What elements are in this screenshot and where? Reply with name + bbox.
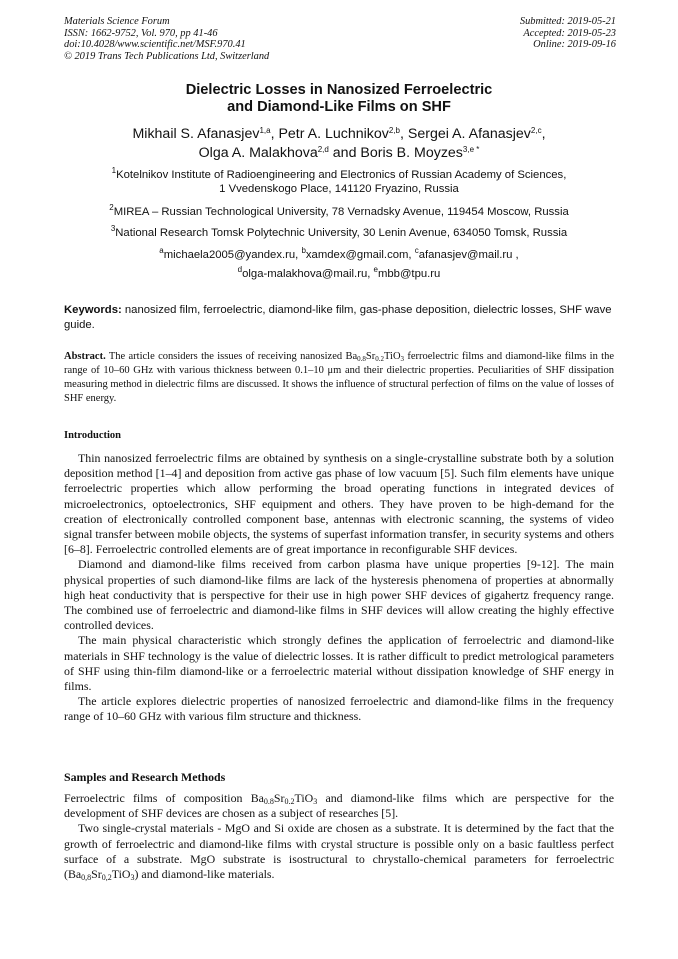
author-line-2 [0, 144, 678, 163]
author-affil-mark: 2,c [530, 126, 542, 135]
paragraph: The article explores dielectric properties of nanosized ferroelectric and diamond-like films in the frequency range of 10–60 GHz with various film structure and thickness. [64, 694, 614, 724]
keywords-text: nanosized film, ferroelectric, diamond-like film, gas-phase deposition, dielectric losses, SHF wave guide. [64, 304, 612, 331]
formula-part: TiO [111, 867, 131, 882]
journal-header-right [520, 16, 616, 51]
email-mark: a [159, 246, 164, 255]
formula-part: Sr [365, 351, 376, 362]
section-heading-samples: Samples and Research Methods [64, 770, 226, 784]
abstract-text: ferroelectric films and diamond-like films in the range of 10–60 GHz with various thickness between 0.1–10 μm and their dielectric properties. Peculiarities of SHF dissipation measuring method in dielectric films are discussed. It shows the influence of structural perfection of films on the value of losses of SHF energy. [64, 351, 614, 404]
keywords-label: Keywords: [64, 304, 122, 316]
affil-address: 1 Vvedenskogo Place, 141120 Fryazino, Russia [219, 183, 459, 196]
email-mark: d [237, 265, 243, 275]
formula-part: Sr [273, 791, 285, 805]
formula-part: TiO [383, 351, 401, 362]
paper-title [0, 82, 678, 116]
accepted-date: Accepted: 2019-05-23 [523, 27, 616, 39]
email-link[interactable]: michaela2005@yandex.ru, [163, 249, 302, 261]
paragraph-text: ) and diamond-like materials. [134, 867, 275, 882]
abstract-text: The article considers the issues of receiving nanosized Ba [105, 351, 358, 362]
submitted-date: Submitted: 2019-05-21 [519, 16, 616, 27]
author-name: , Sergei A. Afanasjev [399, 126, 531, 142]
formula-subscript: 0.2 [284, 797, 295, 806]
email-link[interactable]: afanasjev@mail.ru , [418, 249, 519, 261]
email-mark: c [414, 246, 419, 255]
author-name: Olga A. Malakhova [198, 144, 318, 161]
paragraph [64, 791, 614, 821]
paragraph-text: Ferroelectric films of composition Ba [64, 791, 264, 805]
email-link[interactable]: xamdex@gmail.com, [305, 249, 415, 261]
formula-subscript: 0.8 [357, 355, 366, 363]
author-line-1: Mikhail S. Afanasjev$^{1,a}$, Petr A. Luchnikov$^{2,b}$, Sergei A. Afanasjev$^{2,c}$, [132, 126, 546, 142]
author-affil-mark: 1,a [259, 126, 271, 135]
affil-mark: 2 [109, 203, 114, 212]
paragraph [64, 821, 614, 882]
author-affil-mark: 2,b [388, 126, 400, 135]
affil-text: MIREA – Russian Technological University, 78 Vernadsky Avenue, 119454 Moscow, Russia [113, 206, 569, 218]
formula-subscript: 0,2 [101, 873, 112, 883]
paragraph-text: Two single-crystal materials - MgO and Si oxide are chosen as a substrate. It is determined by the fact that the growth of ferroelectric and diamond-like films with crystal structure is possible only on a basic faultless perfect surface of a substrate. MgO substrate is isostructural to chrystallo-chemical parameters for ferroelectric (Ba [64, 821, 614, 882]
email-mark: e [373, 265, 378, 275]
journal-issn: ISSN: 1662-9752, Vol. 970, pp 41-46 [64, 27, 218, 39]
formula-subscript: 0,8 [81, 873, 92, 883]
formula-subscript: 0.2 [375, 355, 384, 363]
author-name: and Boris B. Moyzes [328, 144, 463, 161]
affil-text: National Research Tomsk Polytechnic University, 30 Lenin Avenue, 634050 Tomsk, Russia [115, 227, 568, 239]
journal-doi: doi:10.4028/www.scientific.net/MSF.970.41 [64, 39, 246, 51]
paragraph: The main physical characteristic which strongly defines the application of ferroelectric and diamond-like materials in SHF technology is the value of dielectric losses. It is rather difficult to predict metrological parameters of SHF using thin-film diamond-like or a ferroelectric material without dissipation knowledge of SHF energy in films. [64, 633, 614, 694]
formula-subscript: 0.8 [263, 797, 274, 806]
email-mark: b [301, 246, 306, 255]
author-list [0, 125, 678, 162]
formula-subscript: 3 [400, 355, 405, 363]
title-line-2: and Diamond-Like Films on SHF [227, 99, 451, 115]
formula-part: Sr [91, 867, 102, 882]
title-line-1: Dielectric Losses in Nanosized Ferroelectric [185, 82, 493, 98]
author-name: Mikhail S. Afanasjev [132, 126, 260, 142]
author-name: , Petr A. Luchnikov [270, 126, 389, 142]
introduction-body [64, 451, 614, 725]
journal-name: Materials Science Forum [64, 16, 170, 27]
formula-part: TiO [294, 791, 314, 805]
affiliation-1 [50, 168, 628, 197]
affil-mark: 3 [110, 224, 116, 233]
section-heading-introduction: Introduction [64, 430, 121, 441]
online-date: Online: 2019-09-16 [533, 39, 616, 51]
email-link[interactable]: olga-malakhova@mail.ru, [242, 268, 374, 281]
journal-header-left [64, 16, 269, 62]
formula-subscript: 3 [313, 797, 318, 806]
affiliation-2 [50, 205, 628, 219]
paragraph: Thin nanosized ferroelectric films are obtained by synthesis on a single-crystalline substrate both by a solution deposition method [1–4] and deposition from active gas phase of low vacuum [5]. Such film elements have unique ferroelectric properties which allow performing the broad operating functions in integrated devices of microelectronics, optoelectronics, SHF equipment and others. They have proven to be high-demand for the creation of electronically controlled component base, antennas with electronic scanning, the systems of video signal transfer between mobile objects, the systems of superfast information transfer, in security systems and others [6–8]. Ferroelectric controlled elements are of great importance in reconfigurable SHF devices. [64, 451, 614, 557]
formula-subscript: 3 [130, 873, 135, 883]
journal-copyright: © 2019 Trans Tech Publications Ltd, Switzerland [64, 50, 270, 62]
email-list [50, 248, 628, 282]
author-affil-mark: 3,e * [462, 144, 480, 154]
abstract [64, 350, 614, 406]
keywords [64, 303, 614, 332]
abstract-label: Abstract. [64, 351, 106, 362]
affiliation-3 [50, 226, 628, 240]
affil-mark: 1 [111, 166, 117, 175]
paragraph-text: and diamond-like films which are perspective for the development of SHF devices are chosen as a subject of researches [5]. [64, 791, 614, 821]
author-affil-mark: 2,d [317, 144, 329, 154]
paragraph: Diamond and diamond-like films received from carbon plasma have unique properties [9-12]. The main physical properties of such diamond-like films are lack of the hysteresis phenomena of properties at abnormally high heat conductivity that is perspective for their use in high power SHF devices of gigahertz frequency range. The combined use of ferroelectric and diamond-like films in SHF devices will allow creating the highly effective controlled devices. [64, 557, 614, 633]
email-link[interactable]: mbb@tpu.ru [377, 268, 441, 281]
samples-body [64, 791, 614, 882]
affil-text: Kotelnikov Institute of Radioengineering and Electronics of Russian Academy of Sciences, [116, 169, 567, 181]
